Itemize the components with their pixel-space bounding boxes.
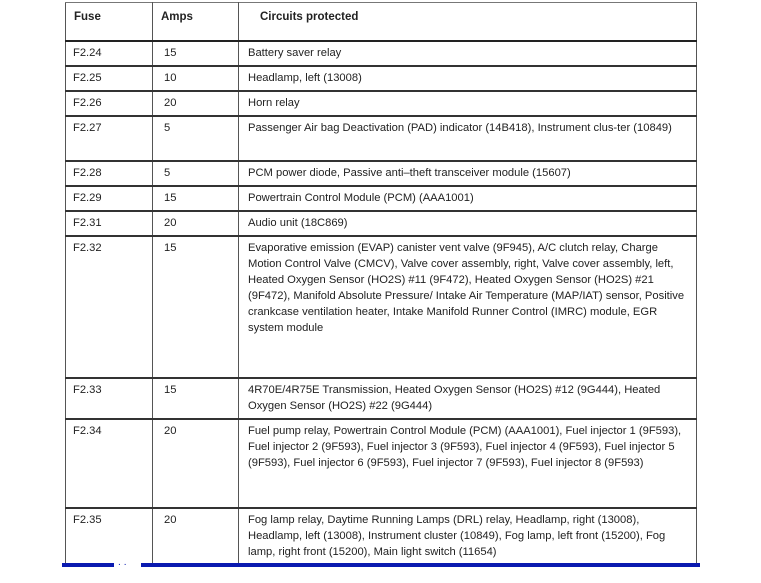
table-row: [66, 66, 697, 91]
amps-cell: 15: [153, 41, 239, 66]
fuse-table: [65, 2, 697, 579]
fuse-cell: F2.25: [66, 66, 153, 91]
circuits-cell: Battery saver relay: [239, 41, 697, 66]
footer-rule-right: [141, 563, 700, 567]
circuits-cell: 4R70E/4R75E Transmission, Heated Oxygen Sensor (HO2S) #12 (9G444), Heated Oxygen Sensor (HO2S) #22 (9G444): [239, 378, 697, 419]
circuits-cell: Evaporative emission (EVAP) canister vent valve (9F945), A/C clutch relay, Charge Motion Control Valve (CMCV), Valve cover assembly, right, Valve cover assembly, left, Heated Oxygen Sensor (HO2S) #11 (9F472), Heated Oxygen Sensor (HO2S) #21 (9F472), Manifold Absolute Pressure/ Intake Air Temperature (MAP/IAT) sensor, Positive crankcase ventilation heater, Intake Manifold Runner Control (IMRC) module, EGR system module: [239, 236, 697, 378]
table-row: [66, 186, 697, 211]
table-row: [66, 419, 697, 508]
footer-dots: ..: [118, 557, 130, 568]
amps-cell: 5: [153, 161, 239, 186]
fuse-cell: F2.26: [66, 91, 153, 116]
fuse-cell: F2.31: [66, 211, 153, 236]
circuits-cell: PCM power diode, Passive anti–theft transceiver module (15607): [239, 161, 697, 186]
amps-cell: 10: [153, 66, 239, 91]
table-row: [66, 41, 697, 66]
amps-cell: 20: [153, 211, 239, 236]
circuits-cell: Fuel pump relay, Powertrain Control Module (PCM) (AAA1001), Fuel injector 1 (9F593), Fuel injector 2 (9F593), Fuel injector 3 (9F593), Fuel injector 4 (9F593), Fuel injector 5 (9F593), Fuel injector 6 (9F593), Fuel injector 7 (9F593), Fuel injector 8 (9F593): [239, 419, 697, 508]
fuse-cell: F2.24: [66, 41, 153, 66]
amps-cell: 20: [153, 91, 239, 116]
table-row: [66, 91, 697, 116]
table-header-row: [66, 3, 697, 41]
circuits-cell: Fog lamp relay, Daytime Running Lamps (DRL) relay, Headlamp, right (13008), Headlamp, left (13008), Instrument cluster (10849), Fog lamp, left front (15200), Fog lamp, right front (15200), Main light switch (11654): [239, 508, 697, 578]
circuits-cell: Passenger Air bag Deactivation (PAD) indicator (14B418), Instrument clus-ter (10849): [239, 116, 697, 161]
circuits-cell: Powertrain Control Module (PCM) (AAA1001): [239, 186, 697, 211]
table-row: [66, 161, 697, 186]
header-fuse: Fuse: [66, 3, 153, 41]
header-circuits-protected: Circuits protected: [239, 3, 697, 41]
fuse-cell: F2.32: [66, 236, 153, 378]
circuits-cell: Audio unit (18C869): [239, 211, 697, 236]
amps-cell: 20: [153, 508, 239, 578]
page-bottom-margin: [0, 567, 761, 583]
fuse-cell: F2.34: [66, 419, 153, 508]
amps-cell: 20: [153, 419, 239, 508]
fuse-cell: F2.35: [66, 508, 153, 578]
amps-cell: 15: [153, 378, 239, 419]
footer-rule-left: [62, 563, 114, 567]
amps-cell: 15: [153, 186, 239, 211]
circuits-cell: Horn relay: [239, 91, 697, 116]
table-row: [66, 378, 697, 419]
fuse-cell: F2.27: [66, 116, 153, 161]
fuse-cell: F2.29: [66, 186, 153, 211]
fuse-cell: F2.33: [66, 378, 153, 419]
table-row: [66, 211, 697, 236]
fuse-cell: F2.28: [66, 161, 153, 186]
circuits-cell: Headlamp, left (13008): [239, 66, 697, 91]
header-amps: Amps: [153, 3, 239, 41]
table-row: [66, 116, 697, 161]
table-row: [66, 236, 697, 378]
amps-cell: 15: [153, 236, 239, 378]
amps-cell: 5: [153, 116, 239, 161]
